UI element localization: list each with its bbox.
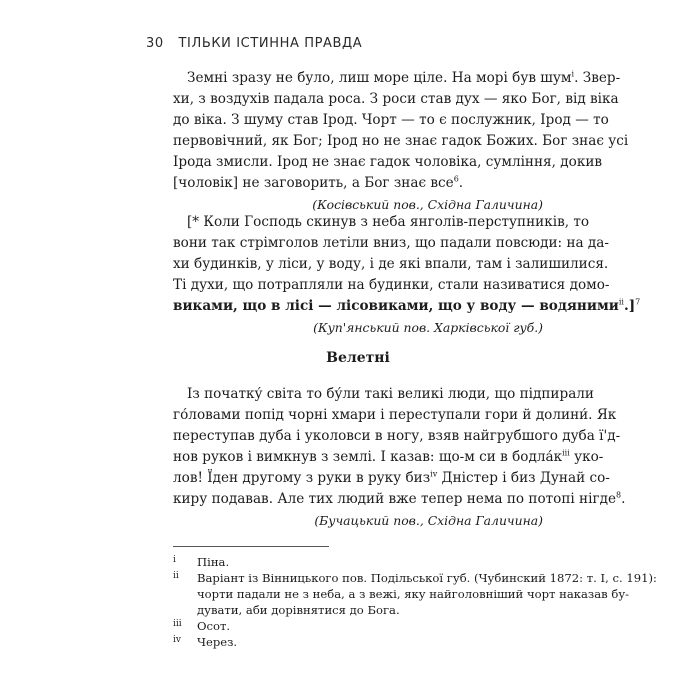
footnote-mark: iv bbox=[173, 635, 181, 645]
footnote-text: Піна. bbox=[197, 555, 230, 569]
footnote-divider bbox=[173, 546, 329, 547]
text-line: Із початку́ світа то бу́ли такі великі люди, що підпирали bbox=[187, 386, 594, 402]
footnote-mark: ii bbox=[173, 571, 179, 581]
text-line: лов! Їден другому з руки в руку биз$^{iv}$ Дністер і биз Дунай со- bbox=[173, 469, 610, 486]
footnote bbox=[173, 570, 657, 618]
text-line: Ті духи, що потрапляли на будинки, стали називатися домо- bbox=[173, 277, 610, 293]
footnote-text: дувати, аби дорівнятися до Бога. bbox=[197, 603, 400, 617]
footnotes bbox=[173, 554, 657, 650]
footnote-text: Осот. bbox=[197, 619, 231, 633]
footnote-ref: iii bbox=[562, 448, 570, 458]
text-line: первовічний, як Бог; Ірод но не знає гадок Божих. Бог знає усі bbox=[173, 133, 629, 149]
text-line: Земні зразу не було, лиш море ціле. На морі був шум$^i$. Звер- bbox=[187, 69, 621, 86]
text-line: виками, що в лісі — лісовиками, що у воду — водяними$^{ii}$.]$^7$ bbox=[173, 297, 641, 314]
endnote-ref: 6 bbox=[453, 174, 459, 184]
source-attribution: (Бучацький пов., Східна Галичина) bbox=[314, 513, 543, 528]
footnote-text: Варіант із Вінницького пов. Подільської губ. (Чубинский 1872: т. I, с. 191): bbox=[197, 571, 657, 585]
source-attribution: (Куп'янський пов. Харківської губ.) bbox=[313, 320, 543, 335]
text-line: [* Коли Господь скинув з неба янголів-перступників, то bbox=[187, 214, 590, 230]
text-line: [чоловік] не заговорить, а Бог знає все$^6$. bbox=[173, 174, 464, 191]
paragraph-giants bbox=[173, 384, 626, 531]
endnote-ref: 7 bbox=[635, 297, 641, 307]
footnote bbox=[173, 634, 543, 650]
running-title: ТІЛЬКИ ІСТИННА ПРАВДА bbox=[178, 36, 363, 51]
footnote bbox=[173, 618, 543, 634]
page-number: 30 bbox=[146, 36, 164, 51]
text-line: киру подавав. Але тих людий вже тепер нема по потопі нігде$^8$. bbox=[173, 490, 626, 507]
text-line: до віка. З шуму став Ірод. Чорт — то є послужник, Ірод — то bbox=[173, 112, 609, 128]
text-line: вони так стрімголов летіли вниз, що падали повсюди: на да- bbox=[173, 235, 610, 251]
footnote-ref: ii bbox=[618, 297, 624, 307]
footnote-mark: iii bbox=[173, 619, 182, 629]
paragraph-fallen-angels bbox=[173, 212, 641, 338]
text-line: переступав дуба і уколовси в ногу, взяв найгрубшого дуба ї'д- bbox=[173, 428, 621, 444]
footnote-text: Через. bbox=[197, 635, 238, 649]
footnote-ref: iv bbox=[430, 469, 438, 479]
text-line: Ірода змисли. Ірод не знає гадок чоловіка, сумління, докив bbox=[173, 154, 603, 170]
footnote-ref: i bbox=[571, 69, 575, 79]
text-line: хи, з воздухів падала роса. З роси став дух — яко Бог, від віка bbox=[173, 91, 619, 107]
section-heading: Велетні bbox=[326, 350, 390, 366]
footnote-text: чорти падали не з неба, а з вежі, яку найголовніший чорт наказав бу- bbox=[197, 587, 630, 601]
text-line: хи будинків, у ліси, у воду, і де які впали, там і залишилися. bbox=[173, 256, 609, 272]
running-header bbox=[146, 36, 362, 51]
source-attribution: (Косівський пов., Східна Галичина) bbox=[312, 197, 543, 212]
paragraph-origin bbox=[173, 68, 629, 215]
endnote-ref: 8 bbox=[616, 490, 622, 500]
text-line: нов руков і вимкнув з землі. І казав: що-м си в $бодла́к^{iii}$ уко- bbox=[173, 448, 604, 465]
footnote bbox=[173, 554, 543, 570]
footnote-mark: i bbox=[173, 555, 176, 565]
text-line: го́ловами попід чорні хмари і переступали гори й долини́. Як bbox=[173, 407, 617, 423]
